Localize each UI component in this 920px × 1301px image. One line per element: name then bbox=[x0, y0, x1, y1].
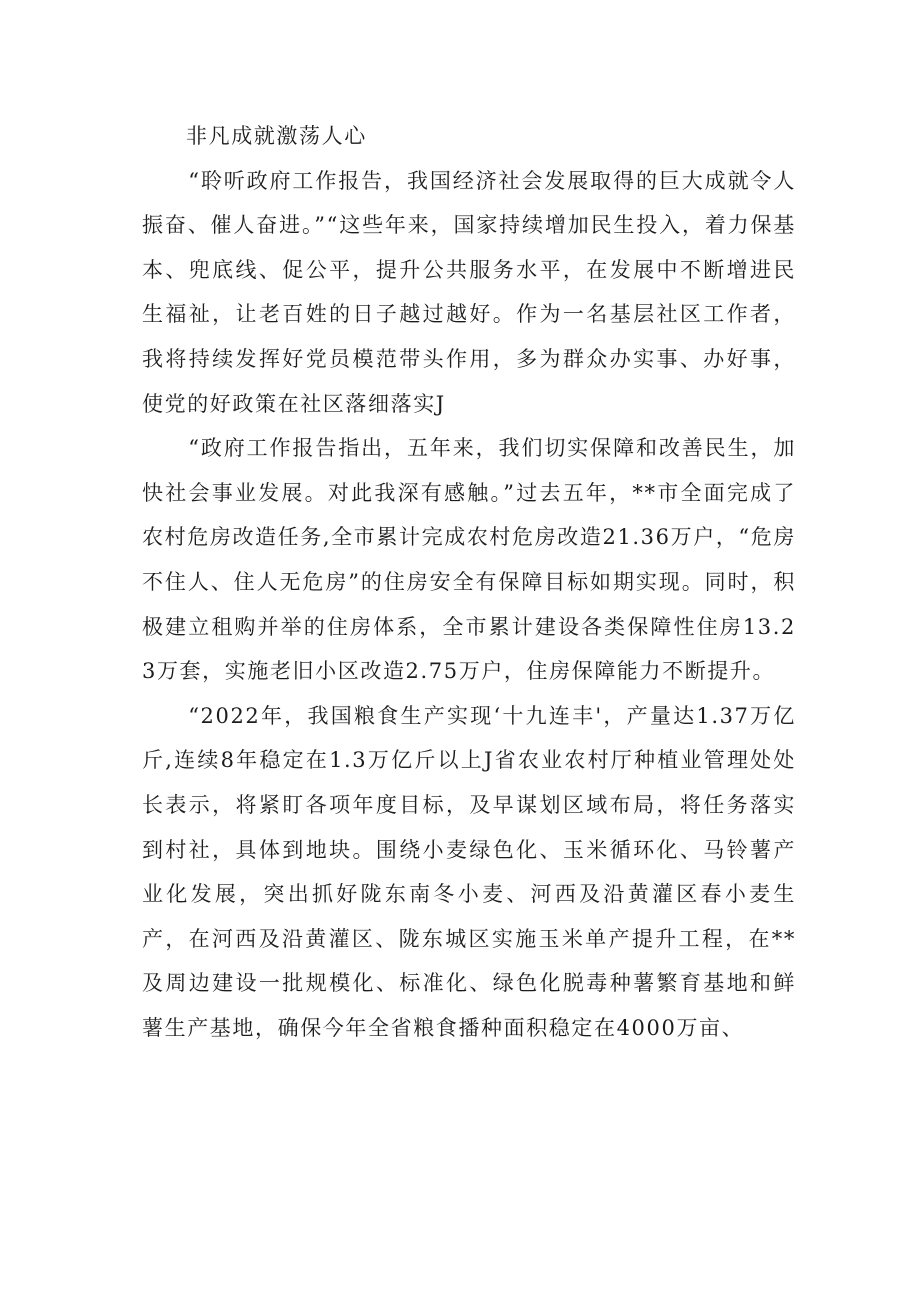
paragraph-3: “2022年，我国粮食生产实现‘十九连丰'，产量达1.37万亿斤,连续8年稳定在1.3万亿斤以上J省农业农村厅种植业管理处处长表示，将紧盯各项年度目标，及早谋划区域布局，将任务落实到村社，具体到地块。围绕小麦绿色化、玉米循环化、马铃薯产业化发展，突出抓好陇东南冬小麦、河西及沿黄灌区春小麦生产，在河西及沿黄灌区、陇东城区实施玉米单产提升工程，在**及周边建设一批规模化、标准化、绿色化脱毒种薯繁育基地和鲜薯生产基地，确保今年全省粮食播种面积稳定在4000万亩、 bbox=[142, 703, 796, 1040]
paragraph-1: “聆听政府工作报告，我国经济社会发展取得的巨大成就令人振奋、催人奋进。”“这些年来，国家持续增加民生投入，着力保基本、兜底线、促公平，提升公共服务水平，在发展中不断增进民生福祉，让老百姓的日子越过越好。作为一名基层社区工作者，我将持续发挥好党员模范带头作用，多为群众办实事、办好事，使党的好政策在社区落细落实J bbox=[142, 168, 796, 416]
document-body bbox=[142, 114, 796, 1050]
paragraph-2: “政府工作报告指出，五年来，我们切实保障和改善民生，加快社会事业发展。对此我深有感触。”过去五年，**市全面完成了农村危房改造任务,全市累计完成农村危房改造21.36万户，“危房不住人、住人无危房”的住房安全有保障目标如期实现。同时，积极建立租购并举的住房体系，全市累计建设各类保障性住房13.23万套，实施老旧小区改造2.75万户，住房保障能力不断提升。 bbox=[142, 436, 796, 684]
document-heading: 非凡成就激荡人心 bbox=[186, 124, 367, 148]
